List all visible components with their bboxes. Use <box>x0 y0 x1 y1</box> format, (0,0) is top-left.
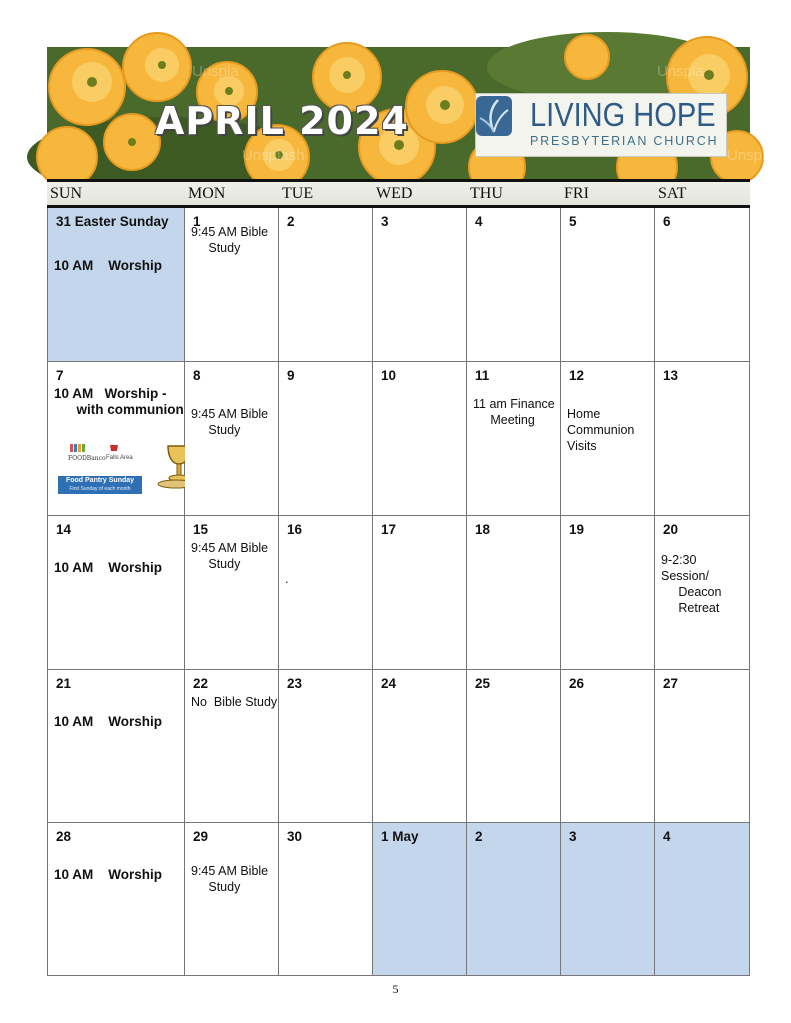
day-number: 12 <box>569 368 585 383</box>
calendar-event: 10 AM Worship - with communion <box>54 386 184 417</box>
calendar-event: 9:45 AM Bible Study <box>191 864 269 894</box>
day-number: 22 <box>193 676 209 691</box>
day-number: 15 <box>193 522 209 537</box>
day-number: 25 <box>475 676 491 691</box>
day-cell <box>561 362 655 516</box>
day-mon: MON <box>188 185 226 202</box>
logo-name: LIVING HOPE <box>530 96 716 133</box>
day-number: 1 May <box>381 829 419 844</box>
day-number: 2 <box>287 214 295 229</box>
day-number: 27 <box>663 676 679 691</box>
food-pantry-badge <box>56 442 144 496</box>
day-number: 11 <box>475 368 490 383</box>
day-cell <box>185 208 279 362</box>
calendar-event: 10 AM Worship <box>54 867 163 882</box>
calendar-event: 9:45 AM Bible Study <box>191 407 269 437</box>
day-cell <box>373 823 467 976</box>
day-number: 1 <box>193 214 201 229</box>
food-bank-brand: FOODBanco <box>68 455 106 462</box>
day-cell <box>655 516 750 670</box>
day-cell <box>185 362 279 516</box>
logo-mark-icon <box>476 94 512 138</box>
day-number: 9 <box>287 368 295 383</box>
day-cell <box>47 823 185 976</box>
day-number: 3 <box>381 214 389 229</box>
day-cell <box>373 670 467 823</box>
day-number: 14 <box>56 522 72 537</box>
food-pantry-title: Food Pantry Sunday <box>65 477 135 484</box>
day-cell <box>47 670 185 823</box>
day-tue: TUE <box>282 185 314 202</box>
logo-subtitle: PRESBYTERIAN CHURCH <box>530 134 719 148</box>
calendar-event: 9:45 AM Bible Study <box>191 225 269 255</box>
day-number: 26 <box>569 676 585 691</box>
day-number: 13 <box>663 368 679 383</box>
page-number: 5 <box>392 982 399 996</box>
day-cell <box>279 208 373 362</box>
food-pantry-partner: Falls Area <box>106 455 133 461</box>
day-number: 5 <box>569 214 577 229</box>
day-cell <box>185 516 279 670</box>
calendar-event: 10 AM Worship <box>54 560 163 575</box>
day-number: 16 <box>287 522 303 537</box>
day-cell <box>467 670 561 823</box>
calendar-event: . <box>285 572 289 586</box>
day-cell <box>47 362 185 516</box>
day-number: 3 <box>569 829 577 844</box>
calendar-event: 9-2:30 Session/ Deacon Retreat <box>661 553 722 615</box>
day-sun: SUN <box>50 185 83 202</box>
calendar-event: No Bible Study <box>191 695 278 709</box>
day-number: 4 <box>475 214 483 229</box>
day-number: 23 <box>287 676 303 691</box>
day-cell <box>655 670 750 823</box>
calendar-event: 10 AM Worship <box>54 258 163 273</box>
day-cell <box>47 208 185 362</box>
day-number: 2 <box>475 829 483 844</box>
day-cell <box>655 362 750 516</box>
day-number: 28 <box>56 829 72 844</box>
day-cell <box>561 823 655 976</box>
day-cell <box>279 670 373 823</box>
day-number: 29 <box>193 829 209 844</box>
day-cell <box>185 823 279 976</box>
calendar-event: 10 AM Worship <box>54 714 163 729</box>
day-sat: SAT <box>658 185 687 202</box>
watermark-text: Unspla <box>657 63 704 80</box>
day-cell <box>279 823 373 976</box>
day-cell <box>655 823 750 976</box>
watermark-text: Unspla <box>192 63 239 80</box>
day-cell <box>373 362 467 516</box>
day-number: 30 <box>287 829 303 844</box>
day-cell <box>561 208 655 362</box>
watermark-text: Unsplash <box>242 147 305 164</box>
day-wed: WED <box>376 185 413 202</box>
day-number: 17 <box>381 522 397 537</box>
food-pantry-subtitle: First Sunday of each month <box>69 486 131 492</box>
watermark-text: Unspl <box>727 147 766 164</box>
month-title: APRIL 2024 <box>155 99 409 143</box>
day-number: 24 <box>381 676 397 691</box>
day-cell <box>185 670 279 823</box>
day-cell <box>47 516 185 670</box>
day-cell <box>467 362 561 516</box>
day-number: 10 <box>381 368 397 383</box>
calendar-event: 11 am Finance Meeting <box>473 397 555 427</box>
day-cell <box>467 208 561 362</box>
day-number: 8 <box>193 368 201 383</box>
day-cell <box>279 362 373 516</box>
day-number: 19 <box>569 522 585 537</box>
day-number: 31 Easter Sunday <box>56 214 169 229</box>
day-number: 18 <box>475 522 491 537</box>
day-number: 20 <box>663 522 679 537</box>
header-banner <box>47 47 766 179</box>
day-cell <box>561 670 655 823</box>
day-cell <box>655 208 750 362</box>
day-cell <box>373 516 467 670</box>
day-cell <box>467 823 561 976</box>
day-fri: FRI <box>564 185 589 202</box>
calendar-grid <box>47 208 750 976</box>
day-number: 21 <box>56 676 72 691</box>
day-cell <box>561 516 655 670</box>
day-number: 4 <box>663 829 671 844</box>
day-thu: THU <box>470 185 503 202</box>
day-number: 6 <box>663 214 671 229</box>
day-cell <box>279 516 373 670</box>
calendar-event: Home Communion Visits <box>567 407 635 453</box>
weekday-header <box>47 179 750 208</box>
calendar-event: 9:45 AM Bible Study <box>191 541 269 571</box>
day-cell <box>373 208 467 362</box>
church-logo <box>475 93 727 157</box>
day-cell <box>467 516 561 670</box>
day-number: 7 <box>56 368 64 383</box>
